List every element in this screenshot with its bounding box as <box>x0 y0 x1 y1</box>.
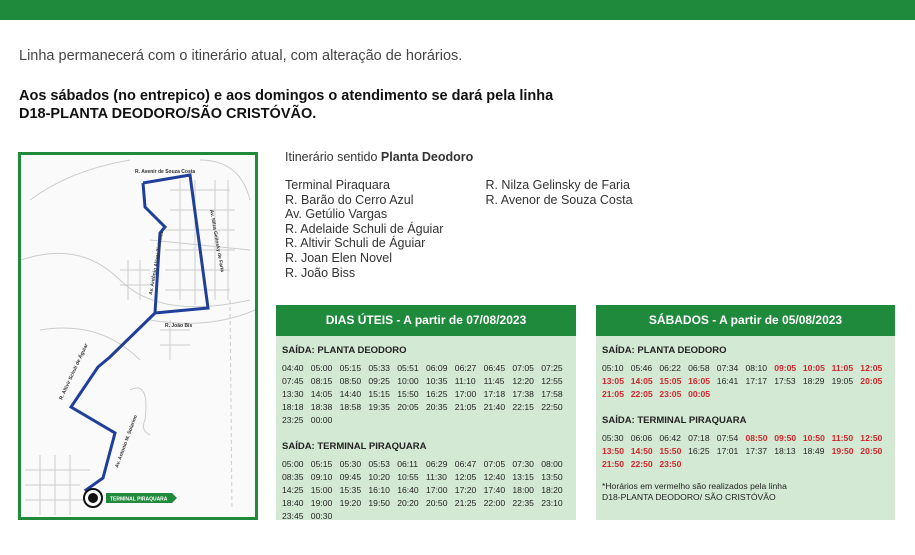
departure-time: 23:10 <box>541 498 563 508</box>
departure-time: 16:10 <box>368 485 390 495</box>
section-label: SAÍDA: PLANTA DEODORO <box>282 345 407 356</box>
departure-time: 05:53 <box>368 459 390 469</box>
departure-time: 08:35 <box>282 472 304 482</box>
times-grid <box>282 363 570 425</box>
departure-time-alt-line: 14:50 <box>630 446 653 456</box>
departure-time: 21:05 <box>454 402 477 412</box>
itinerary <box>285 150 633 280</box>
departure-time: 07:54 <box>716 433 739 443</box>
departure-time: 06:47 <box>454 459 477 469</box>
itinerary-title-prefix: Itinerário sentido <box>285 150 381 164</box>
departure-time-alt-line: 16:05 <box>688 376 711 386</box>
map-label-altivir: R. Altivir Schuli de Águiar <box>58 342 90 401</box>
departure-time-alt-line: 19:50 <box>831 446 854 456</box>
departure-time-alt-line: 10:50 <box>802 433 825 443</box>
departure-time: 10:20 <box>368 472 390 482</box>
departure-time: 07:18 <box>688 433 710 443</box>
departure-time-alt-line: 08:50 <box>745 433 768 443</box>
departure-time-alt-line: 11:05 <box>831 363 854 373</box>
section-label: SAÍDA: TERMINAL PIRAQUARA <box>282 441 427 452</box>
map-label-antonio-m: Av. Antonio M. Solarino <box>114 414 139 469</box>
departure-time-alt-line: 10:05 <box>802 363 825 373</box>
departure-time-alt-line: 09:50 <box>774 433 797 443</box>
red-times-note-2: D18-PLANTA DEODORO/ SÃO CRISTÓVÃO <box>602 492 776 502</box>
departure-time-alt-line: 15:50 <box>659 446 682 456</box>
departure-time: 06:11 <box>397 459 419 469</box>
itinerary-street: Terminal Piraquara <box>285 178 390 192</box>
departure-time-alt-line: 23:05 <box>659 389 682 399</box>
departure-time: 15:50 <box>397 389 419 399</box>
departure-time-alt-line: 21:50 <box>602 459 624 469</box>
departure-time: 15:00 <box>310 485 333 495</box>
notice-heading-1: Aos sábados (no entrepico) e aos domingos o atendimento se dará pela linha <box>19 88 554 104</box>
departure-time: 10:55 <box>397 472 419 482</box>
route-map <box>18 152 258 520</box>
departure-time: 10:00 <box>397 376 419 386</box>
departure-time: 06:42 <box>659 433 681 443</box>
departure-time: 07:05 <box>512 363 534 373</box>
departure-time: 06:29 <box>425 459 448 469</box>
departure-time: 14:05 <box>310 389 333 399</box>
departure-time: 17:00 <box>425 485 448 495</box>
departure-time-alt-line: 22:05 <box>630 389 653 399</box>
departure-time: 05:46 <box>630 363 653 373</box>
itinerary-column-2 <box>485 178 632 280</box>
departure-time: 17:58 <box>541 389 563 399</box>
departure-time: 17:01 <box>716 446 739 456</box>
departure-time: 19:35 <box>368 402 390 412</box>
departure-time: 06:45 <box>483 363 506 373</box>
departure-time: 05:00 <box>282 459 304 469</box>
departure-time: 05:30 <box>602 433 624 443</box>
departure-time: 13:15 <box>512 472 534 482</box>
departure-time: 07:05 <box>483 459 506 469</box>
departure-time: 16:41 <box>716 376 739 386</box>
departure-time: 07:34 <box>716 363 739 373</box>
departure-time: 15:35 <box>339 485 362 495</box>
departure-time: 12:20 <box>512 376 534 386</box>
departure-time: 12:40 <box>483 472 506 482</box>
departure-time: 06:09 <box>425 363 448 373</box>
departure-time: 22:35 <box>512 498 534 508</box>
departure-time: 16:25 <box>425 389 448 399</box>
departure-time: 22:00 <box>483 498 506 508</box>
weekday-schedule <box>276 305 576 520</box>
section-label: SAÍDA: PLANTA DEODORO <box>602 345 727 356</box>
departure-time: 18:20 <box>541 485 563 495</box>
departure-time: 05:00 <box>310 363 333 373</box>
weekday-title: DIAS ÚTEIS - A partir de 07/08/2023 <box>276 305 576 336</box>
departure-time: 17:38 <box>512 389 534 399</box>
map-label-joao-bis: R. João Bis <box>165 323 193 329</box>
departure-time: 06:27 <box>454 363 477 373</box>
saturday-title: SÁBADOS - A partir de 05/08/2023 <box>596 305 895 336</box>
departure-time: 00:30 <box>310 511 333 521</box>
itinerary-street: R. Joan Elen Novel <box>285 250 393 265</box>
departure-time-alt-line: 23:50 <box>659 459 682 469</box>
notice-heading-2: D18-PLANTA DEODORO/SÃO CRISTÓVÃO. <box>19 106 317 122</box>
map-label-terminal: TERMINAL PIRAQUARA <box>110 496 168 503</box>
departure-time-alt-line: 15:05 <box>659 376 682 386</box>
departure-time: 16:40 <box>397 485 419 495</box>
itinerary-street: R. João Biss <box>285 265 356 280</box>
departure-time: 12:55 <box>541 376 563 386</box>
departure-time: 08:10 <box>745 363 768 373</box>
departure-time: 17:37 <box>745 446 768 456</box>
departure-time: 17:20 <box>454 485 477 495</box>
departure-time: 05:30 <box>339 459 362 469</box>
departure-time: 21:40 <box>483 402 506 412</box>
departure-time: 11:10 <box>454 376 476 386</box>
departure-time-alt-line: 00:05 <box>688 389 711 399</box>
departure-time: 18:18 <box>282 402 304 412</box>
departure-time-alt-line: 20:05 <box>860 376 883 386</box>
departure-time: 12:05 <box>454 472 477 482</box>
departure-time: 13:30 <box>282 389 304 399</box>
departure-time: 19:05 <box>831 376 854 386</box>
departure-time-alt-line: 12:50 <box>860 433 883 443</box>
itinerary-street: R. Adelaide Schuli de Águiar <box>285 221 444 236</box>
departure-time: 19:20 <box>339 498 362 508</box>
departure-time-alt-line: 14:05 <box>630 376 653 386</box>
itinerary-street: Av. Getúlio Vargas <box>285 207 388 222</box>
times-grid <box>602 363 889 399</box>
departure-time: 09:10 <box>310 472 333 482</box>
departure-time: 16:25 <box>688 446 710 456</box>
departure-time-alt-line: 21:05 <box>602 389 624 399</box>
itinerary-street: R. Avenor de Souza Costa <box>485 192 633 207</box>
departure-time: 18:49 <box>802 446 825 456</box>
departure-time-alt-line: 20:50 <box>860 446 883 456</box>
departure-time: 18:38 <box>310 402 333 412</box>
departure-time: 17:18 <box>483 389 506 399</box>
departure-time: 10:35 <box>425 376 448 386</box>
map-label-nilza: Av. Nilza Gelinsky de Faria <box>208 209 225 273</box>
departure-time: 20:50 <box>425 498 448 508</box>
departure-time: 11:45 <box>483 376 505 386</box>
section-label: SAÍDA: TERMINAL PIRAQUARA <box>602 415 747 426</box>
departure-time: 08:15 <box>310 376 333 386</box>
times-grid <box>602 433 889 469</box>
departure-time-alt-line: 13:50 <box>602 446 624 456</box>
red-times-note-1: *Horários em vermelho são realizados pela linha <box>602 481 787 491</box>
departure-time-alt-line: 09:05 <box>774 363 797 373</box>
departure-time: 06:22 <box>659 363 681 373</box>
departure-time-alt-line: 22:50 <box>630 459 653 469</box>
departure-time-alt-line: 12:05 <box>860 363 883 373</box>
departure-time: 05:15 <box>339 363 362 373</box>
top-bar <box>0 0 915 20</box>
departure-time: 18:58 <box>339 402 362 412</box>
departure-time: 07:25 <box>541 363 563 373</box>
departure-time: 22:50 <box>541 402 563 412</box>
departure-time: 06:06 <box>630 433 653 443</box>
departure-time: 23:25 <box>282 415 304 425</box>
departure-time: 05:10 <box>602 363 624 373</box>
departure-time: 23:45 <box>282 511 304 521</box>
departure-time: 18:40 <box>282 498 304 508</box>
departure-time: 17:00 <box>454 389 477 399</box>
map-label-avenir: R. Avenir de Souza Costa <box>135 169 196 175</box>
departure-time: 15:15 <box>368 389 390 399</box>
departure-time: 20:35 <box>425 402 448 412</box>
departure-time: 13:50 <box>541 472 563 482</box>
departure-time: 07:45 <box>282 376 304 386</box>
departure-time: 14:25 <box>282 485 304 495</box>
intro-text: Linha permanecerá com o itinerário atual, com alteração de horários. <box>19 48 463 64</box>
departure-time: 20:20 <box>397 498 419 508</box>
departure-time-alt-line: 11:50 <box>831 433 854 443</box>
departure-time: 09:45 <box>339 472 362 482</box>
departure-time: 21:25 <box>454 498 477 508</box>
itinerary-street: R. Altivir Schuli de Águiar <box>285 236 426 251</box>
departure-time: 17:53 <box>774 376 796 386</box>
departure-time: 09:25 <box>368 376 390 386</box>
itinerary-street: R. Barão do Cerro Azul <box>285 192 414 207</box>
departure-time: 04:40 <box>282 363 304 373</box>
departure-time: 07:30 <box>512 459 534 469</box>
departure-time: 05:51 <box>397 363 419 373</box>
departure-time: 14:40 <box>339 389 362 399</box>
departure-time: 00:00 <box>310 415 333 425</box>
departure-time: 19:00 <box>310 498 333 508</box>
departure-time: 18:00 <box>512 485 534 495</box>
itinerary-street: R. Nilza Gelinsky de Faria <box>485 178 630 192</box>
departure-time: 20:05 <box>397 402 419 412</box>
departure-time: 05:15 <box>310 459 333 469</box>
departure-time: 08:00 <box>541 459 563 469</box>
itinerary-title <box>285 150 633 164</box>
departure-time: 05:33 <box>368 363 390 373</box>
departure-time: 22:15 <box>512 402 534 412</box>
departure-time: 08:50 <box>339 376 362 386</box>
departure-time-alt-line: 13:05 <box>602 376 624 386</box>
map-label-antonio-alceu: Av. Antônio Alceu Zielonka <box>148 231 166 296</box>
departure-time: 17:17 <box>745 376 768 386</box>
times-grid <box>282 459 570 521</box>
departure-time: 19:50 <box>368 498 390 508</box>
itinerary-column-1 <box>285 178 443 280</box>
saturday-schedule <box>596 305 895 520</box>
itinerary-destination: Planta Deodoro <box>380 150 474 164</box>
departure-time: 06:58 <box>688 363 710 373</box>
departure-time: 18:29 <box>802 376 825 386</box>
departure-time: 11:30 <box>425 472 447 482</box>
departure-time: 18:13 <box>774 446 796 456</box>
departure-time: 17:40 <box>483 485 506 495</box>
